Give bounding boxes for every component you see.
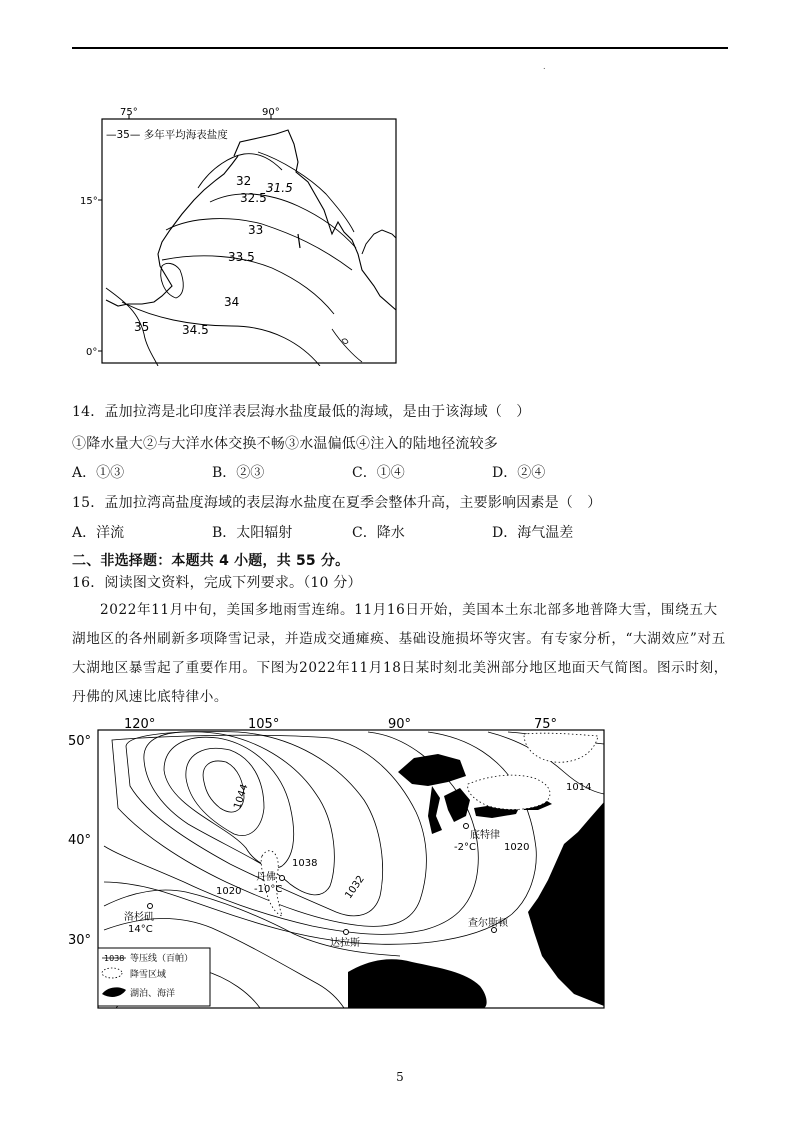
section-2-title: 二、非选择题：本题共 4 小题，共 55 分。 xyxy=(72,553,350,569)
q14-option-d[interactable]: D．②④ xyxy=(492,465,546,481)
q16-paragraph: 2022年11月中旬，美国多地雨雪连绵。11月16日开始，美国本土东北部多地普降大雪，围绕五大湖地区的各州刷新多项降雪记录，并造成交通瘫痪、基础设施损坏等灾害。有专家分析，“大湖效应”对五大湖地区暴雪起了重要作用。下图为2022年11月18日某时刻北美洲部分地区地面天气简图。图示时刻，丹佛的风速比底特律小。 xyxy=(72,602,728,705)
header-rule xyxy=(72,47,728,49)
legend-water-label: 湖泊、海洋 xyxy=(130,989,176,999)
q14-option-b[interactable]: B．②③ xyxy=(212,465,265,481)
city-temp: -2°C xyxy=(454,842,476,853)
lat-label-50: 50° xyxy=(68,734,92,749)
header-dot: . xyxy=(543,62,546,71)
isobar-1020-west: 1020 xyxy=(216,886,242,897)
q15-stem: 15．孟加拉湾高盐度海域的表层海水盐度在夏季会整体升高，主要影响因素是（ ） xyxy=(72,495,602,511)
lon-label-75: 75° xyxy=(120,107,138,118)
page-number: 5 xyxy=(396,1070,404,1084)
isoline-34: 34 xyxy=(224,295,240,309)
city-name: 底特律 xyxy=(470,830,500,841)
salinity-legend: —35— 多年平均海表盐度 xyxy=(106,129,228,141)
city-name: 丹佛 xyxy=(256,872,276,883)
lat-label-40: 40° xyxy=(68,833,92,848)
city-temp: 14°C xyxy=(128,924,153,935)
isobar-1032: 1032 xyxy=(343,873,367,901)
q15-option-c[interactable]: C．降水 xyxy=(352,525,405,541)
weather-map-legend xyxy=(98,948,210,1006)
lon-label-90: 90° xyxy=(262,107,280,118)
legend-isobar-value: 1038 xyxy=(104,954,125,963)
q15-option-d[interactable]: D．海气温差 xyxy=(492,525,574,541)
q14-option-a[interactable]: A．①③ xyxy=(72,465,125,481)
isobar-1014: 1014 xyxy=(566,782,592,793)
city-temp: -10°C xyxy=(254,884,283,895)
q14-stem: 14．孟加拉湾是北印度洋表层海水盐度最低的海域，是由于该海域（ ） xyxy=(72,404,531,420)
isoline-33-5: 33.5 xyxy=(228,250,255,264)
isoline-32-5: 32.5 xyxy=(240,191,267,205)
isobar-1020: 1020 xyxy=(504,842,530,853)
lon-label-90: 90° xyxy=(388,717,412,732)
isoline-32: 32 xyxy=(236,174,252,188)
legend-snow-icon xyxy=(102,968,122,978)
city-name: 达拉斯 xyxy=(330,938,360,949)
q15-option-a[interactable]: A．洋流 xyxy=(72,525,125,541)
isoline-31-5: 31.5 xyxy=(266,181,293,195)
q16-stem: 16．阅读图文资料，完成下列要求。（10 分） xyxy=(72,575,362,591)
lat-label-30: 30° xyxy=(68,933,92,948)
weather-map xyxy=(68,716,618,1012)
q14-statements: ①降水量大②与大洋水体交换不畅③水温偏低④注入的陆地径流较多 xyxy=(72,436,498,452)
q14-option-c[interactable]: C．①④ xyxy=(352,465,405,481)
isoline-33: 33 xyxy=(248,223,264,237)
q15-option-b[interactable]: B．太阳辐射 xyxy=(212,525,293,541)
lat-label-15: 15° xyxy=(80,196,98,207)
city-name: 查尔斯顿 xyxy=(468,918,508,929)
city-name: 洛杉矶 xyxy=(124,912,154,923)
lon-label-105: 105° xyxy=(248,717,280,732)
salinity-map xyxy=(62,104,407,366)
legend-isobar-label: 等压线（百帕） xyxy=(130,954,194,964)
isobar-1038: 1038 xyxy=(292,858,318,869)
lon-label-120: 120° xyxy=(124,717,156,732)
isoline-35: 35 xyxy=(134,320,150,334)
isobar-1044: 1044 xyxy=(232,782,251,811)
lat-label-0: 0° xyxy=(86,347,98,358)
isoline-34-5: 34.5 xyxy=(182,323,209,337)
lon-label-75: 75° xyxy=(534,717,558,732)
legend-snow-label: 降雪区域 xyxy=(130,970,167,980)
